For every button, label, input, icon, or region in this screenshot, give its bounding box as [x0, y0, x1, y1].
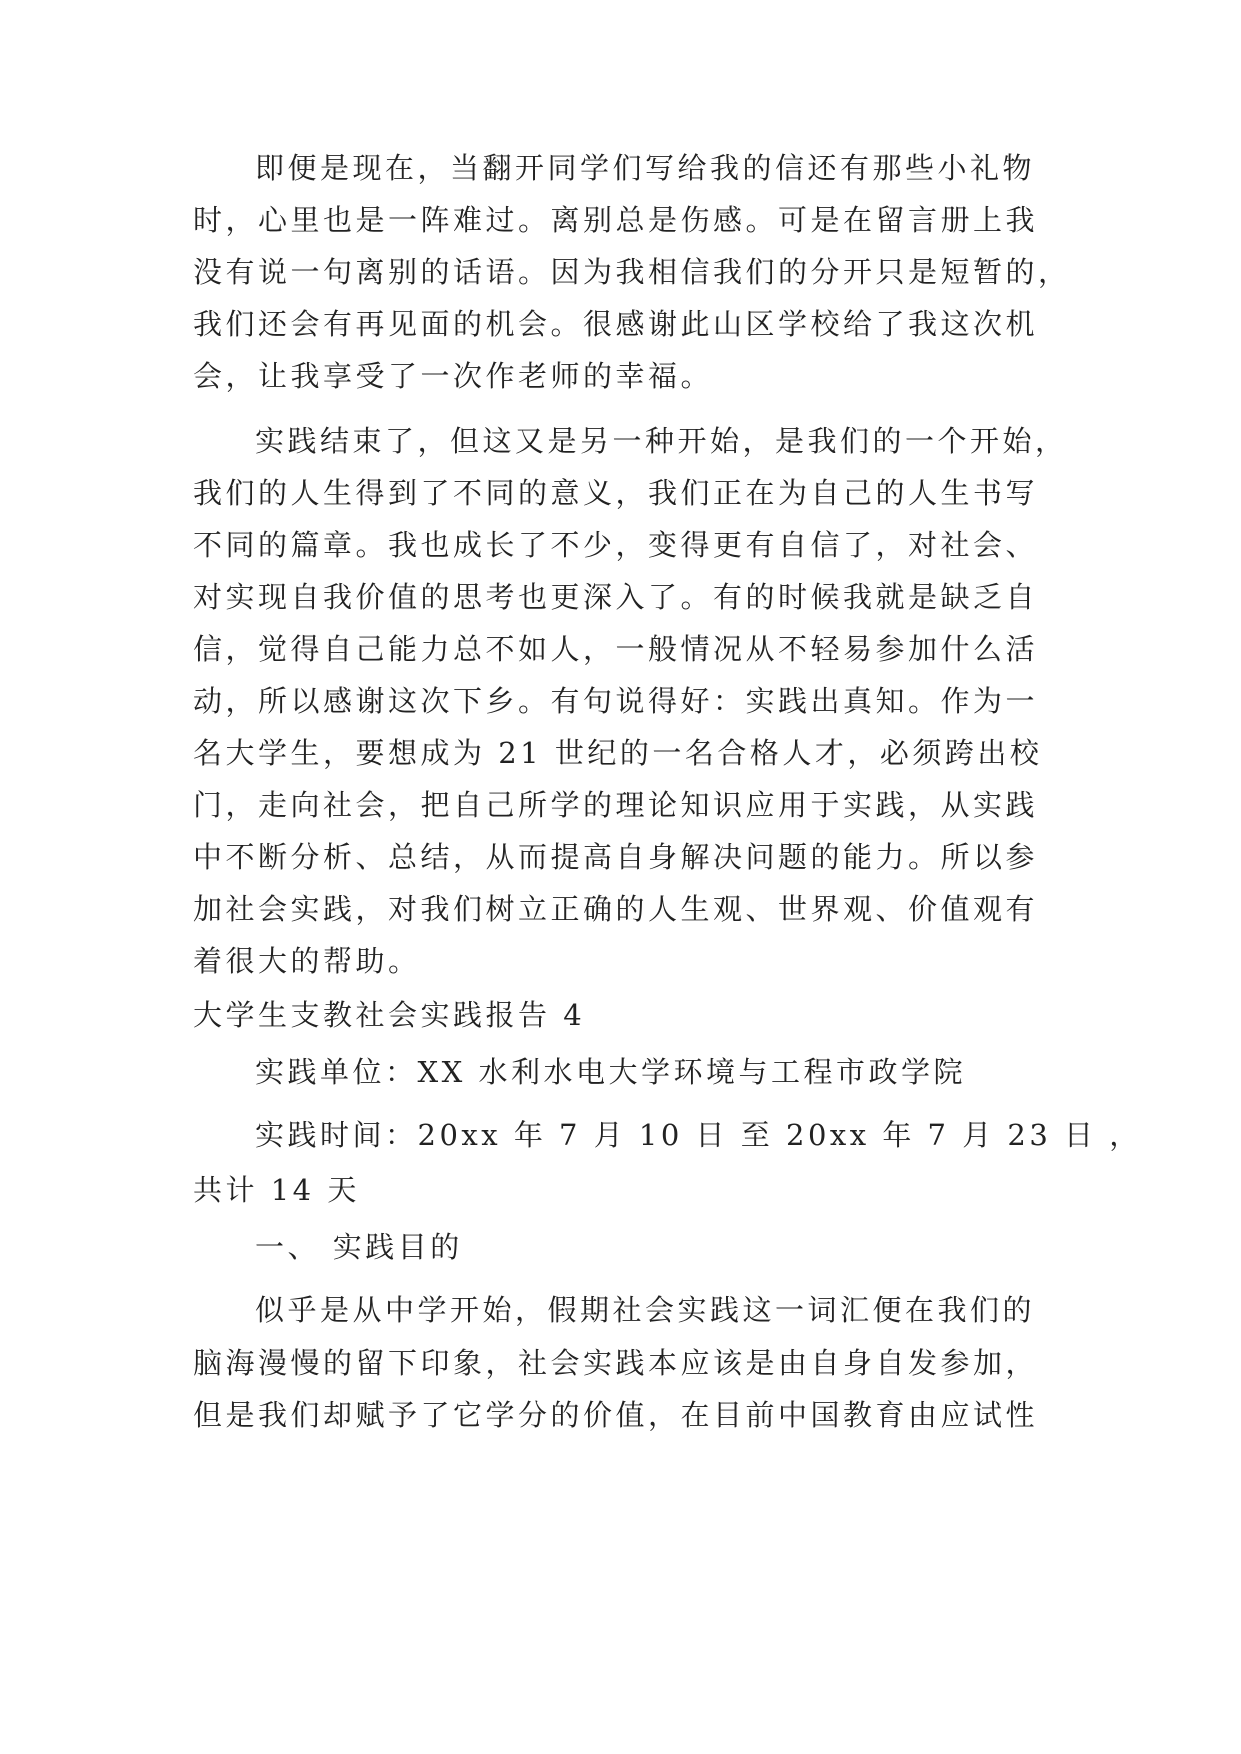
info-line: 共计 14 天 [193, 1173, 360, 1207]
paragraph-line: 我们还会有再见面的机会。很感谢此山区学校给了我这次机 [193, 307, 1039, 341]
paragraph-line: 不同的篇章。我也成长了不少，变得更有自信了，对社会、 [193, 528, 1039, 562]
info-line: 实践单位：XX 水利水电大学环境与工程市政学院 [255, 1055, 967, 1089]
paragraph-line: 信，觉得自己能力总不如人，一般情况从不轻易参加什么活 [193, 632, 1039, 666]
paragraph-line: 门，走向社会，把自己所学的理论知识应用于实践，从实践 [193, 788, 1039, 822]
paragraph-line: 中不断分析、总结，从而提高自身解决问题的能力。所以参 [193, 840, 1039, 874]
paragraph-line: 似乎是从中学开始，假期社会实践这一词汇便在我们的 [255, 1293, 1036, 1327]
paragraph-line: 脑海漫慢的留下印象，社会实践本应该是由自身自发参加， [193, 1346, 1039, 1380]
paragraph-line: 即便是现在，当翻开同学们写给我的信还有那些小礼物 [255, 151, 1036, 185]
paragraph-line: 动，所以感谢这次下乡。有句说得好：实践出真知。作为一 [193, 684, 1039, 718]
paragraph-line: 实践结束了，但这又是另一种开始，是我们的一个开始， [255, 424, 1068, 458]
paragraph-line: 加社会实践，对我们树立正确的人生观、世界观、价值观有 [193, 892, 1039, 926]
subsection-heading: 一、 实践目的 [255, 1230, 463, 1264]
paragraph-line: 会，让我享受了一次作老师的幸福。 [193, 359, 714, 393]
paragraph-line: 时，心里也是一阵难过。离别总是伤感。可是在留言册上我 [193, 203, 1039, 237]
section-heading: 大学生支教社会实践报告 4 [193, 998, 586, 1032]
paragraph-line: 着很大的帮助。 [193, 944, 421, 978]
paragraph-line: 对实现自我价值的思考也更深入了。有的时候我就是缺乏自 [193, 580, 1039, 614]
paragraph-line: 名大学生，要想成为 21 世纪的一名合格人才，必须跨出校 [193, 736, 1043, 770]
paragraph-line: 但是我们却赋予了它学分的价值，在目前中国教育由应试性 [193, 1398, 1039, 1432]
paragraph-line: 没有说一句离别的话语。因为我相信我们的分开只是短暂的， [193, 255, 1071, 289]
paragraph-line: 我们的人生得到了不同的意义，我们正在为自己的人生书写 [193, 476, 1039, 510]
info-line: 实践时间：20xx 年 7 月 10 日 至 20xx 年 7 月 23 日 ， [255, 1118, 1142, 1152]
